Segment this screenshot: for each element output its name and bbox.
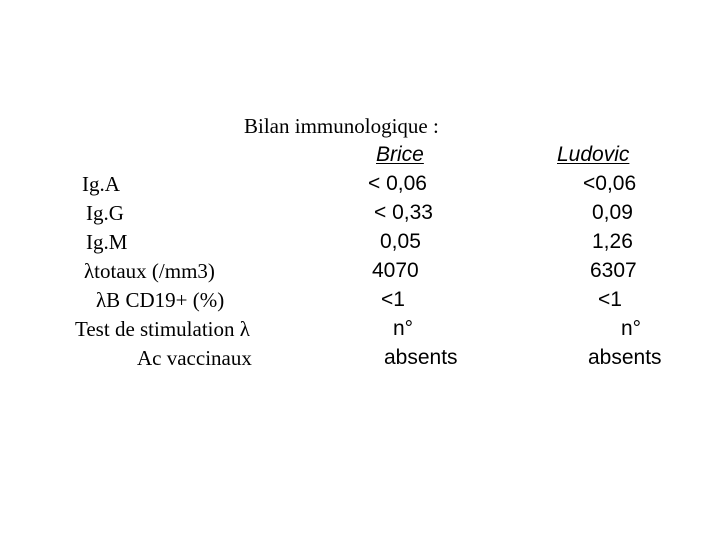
cell-brice-lambda-b-cd19: <1 xyxy=(381,288,405,311)
cell-brice-lambda-totaux: 4070 xyxy=(372,259,419,282)
cell-ludovic-lambda-b-cd19: <1 xyxy=(598,288,622,311)
row-label-igg: Ig.G xyxy=(86,201,124,225)
cell-brice-igm: 0,05 xyxy=(380,230,421,253)
cell-brice-iga: < 0,06 xyxy=(368,172,427,195)
row-label-ac-vaccinaux: Ac vaccinaux xyxy=(137,346,252,370)
cell-ludovic-test-stimulation: n° xyxy=(621,317,642,340)
cell-brice-test-stimulation: n° xyxy=(393,317,414,340)
cell-ludovic-iga: <0,06 xyxy=(583,172,637,195)
row-label-lambda-totaux: λtotaux (/mm3) xyxy=(84,259,215,283)
slide-title: Bilan immunologique : xyxy=(244,114,439,138)
column-header-brice: Brice xyxy=(376,143,424,166)
row-label-igm: Ig.M xyxy=(86,230,128,254)
cell-ludovic-igm: 1,26 xyxy=(592,230,633,253)
row-label-lambda-b-cd19: λB CD19+ (%) xyxy=(96,288,225,312)
row-label-test-stimulation: Test de stimulation λ xyxy=(75,317,250,341)
cell-brice-igg: < 0,33 xyxy=(374,201,433,224)
cell-ludovic-igg: 0,09 xyxy=(592,201,633,224)
column-header-ludovic: Ludovic xyxy=(557,143,630,166)
cell-ludovic-lambda-totaux: 6307 xyxy=(590,259,637,282)
cell-brice-ac-vaccinaux: absents xyxy=(384,346,458,369)
row-label-iga: Ig.A xyxy=(82,172,120,196)
cell-ludovic-ac-vaccinaux: absents xyxy=(588,346,662,369)
